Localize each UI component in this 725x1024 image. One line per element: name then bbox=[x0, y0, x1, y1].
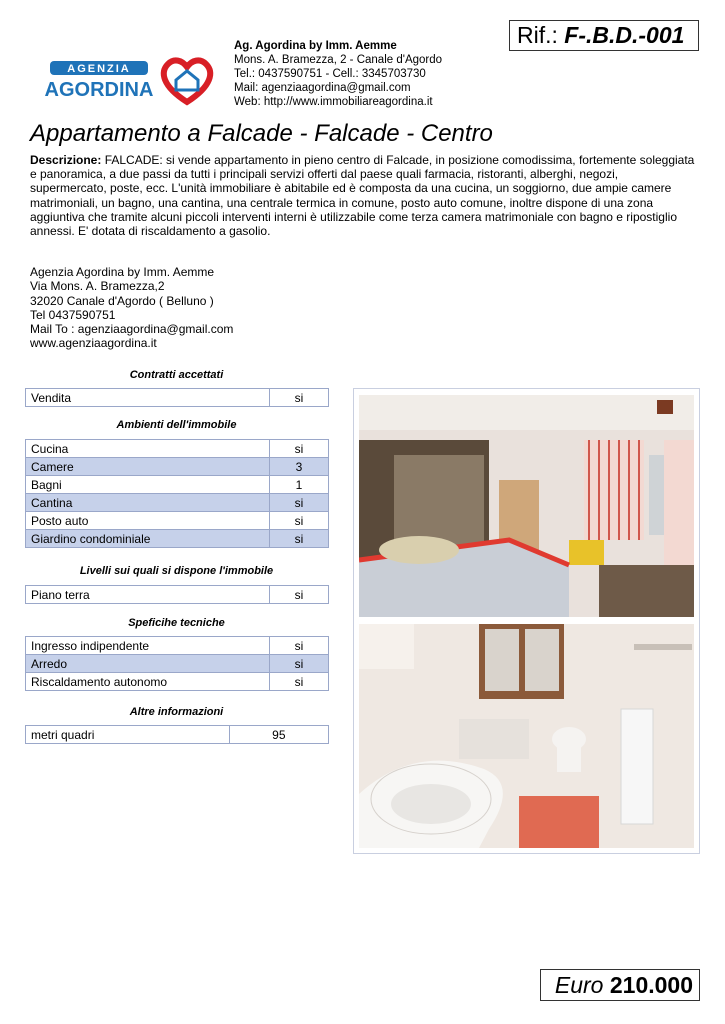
photo-room bbox=[359, 395, 694, 617]
row-value: 95 bbox=[229, 726, 328, 744]
table-row bbox=[26, 637, 329, 655]
row-value: si bbox=[270, 586, 329, 604]
row-key: Riscaldamento autonomo bbox=[26, 673, 270, 691]
description-label: Descrizione: bbox=[30, 153, 102, 167]
table-row bbox=[26, 494, 329, 512]
reference-box bbox=[509, 20, 699, 51]
reference-code: F-.B.D.-001 bbox=[564, 22, 685, 48]
row-value: si bbox=[270, 440, 329, 458]
table-row bbox=[26, 440, 329, 458]
row-key: Bagni bbox=[26, 476, 270, 494]
table-row bbox=[26, 586, 329, 604]
description-text: FALCADE: si vende appartamento in pieno centro di Falcade, in posizione comodissima, fortemente soleggiata e panoramica, a due passi da tutti i principali servizi offerti dal paese quali farmacia, ristoranti, alberghi, negozi, supermercato, poste, ecc. L'unità immobiliare è abitabile ed è composta da una cucina, un soggiorno, due ampie camere matrimoniali, un bagno, una cantina, una centrale termica in comune, posto auto comune, inoltre dispone di una zona aggiuntiva che tramite alcuni piccoli interventi interni è utilizzabile come terza camera matrimoniale con bagno e ripostiglio annessi. E' dotata di riscaldamento a gasolio. bbox=[30, 153, 695, 239]
table-contratti bbox=[25, 388, 329, 407]
agency-mail[interactable]: Mail: agenziaagordina@gmail.com bbox=[234, 82, 411, 94]
contact-line: Agenzia Agordina by Imm. Aemme bbox=[30, 265, 215, 279]
contact-line: Via Mons. A. Bramezza,2 bbox=[30, 279, 165, 294]
section-title-contratti: Contratti accettati bbox=[129, 369, 224, 381]
row-value: si bbox=[270, 389, 329, 407]
logo-text-bottom: AGORDINA bbox=[44, 79, 154, 101]
table-row bbox=[26, 476, 329, 494]
section-title-altre: Altre informazioni bbox=[129, 706, 224, 718]
contact-line: 32020 Canale d'Agordo ( Belluno ) bbox=[30, 293, 214, 308]
contact-block bbox=[30, 265, 233, 351]
agency-info bbox=[234, 39, 442, 109]
description bbox=[30, 153, 695, 238]
row-value: si bbox=[270, 673, 329, 691]
agency-web[interactable]: Web: http://www.immobiliareagordina.it bbox=[234, 96, 433, 108]
table-ambienti bbox=[25, 439, 329, 548]
reference-label: Rif.: bbox=[517, 22, 558, 48]
price-label: Euro bbox=[554, 972, 604, 998]
table-row bbox=[26, 530, 329, 548]
page-title: Appartamento a Falcade - Falcade - Centro bbox=[30, 120, 493, 147]
table-row bbox=[26, 726, 329, 744]
row-key: Piano terra bbox=[26, 586, 270, 604]
price-amount: 210.000 bbox=[609, 972, 693, 998]
row-key: Ingresso indipendente bbox=[26, 637, 270, 655]
table-specifiche bbox=[25, 636, 329, 691]
agency-name: Ag. Agordina by Imm. Aemme bbox=[234, 40, 397, 52]
contact-line: Tel 0437590751 bbox=[30, 307, 116, 322]
contact-website[interactable]: www.agenziaagordina.it bbox=[30, 336, 157, 351]
contact-email[interactable]: Mail To : agenziaagordina@gmail.com bbox=[30, 322, 234, 337]
row-value: si bbox=[270, 494, 329, 512]
price-box bbox=[540, 969, 700, 1001]
row-value: 1 bbox=[270, 476, 329, 494]
table-altre bbox=[25, 725, 329, 744]
row-value: si bbox=[270, 655, 329, 673]
row-key: Arredo bbox=[26, 655, 270, 673]
row-key: Posto auto bbox=[26, 512, 270, 530]
logo-text-top: AGENZIA bbox=[67, 63, 131, 75]
row-value: si bbox=[270, 637, 329, 655]
row-key: Camere bbox=[26, 458, 270, 476]
section-title-ambienti: Ambienti dell'immobile bbox=[116, 419, 237, 431]
agency-address: Mons. A. Bramezza, 2 - Canale d'Agordo bbox=[234, 54, 443, 66]
table-row bbox=[26, 389, 329, 407]
row-value: si bbox=[270, 512, 329, 530]
table-row bbox=[26, 655, 329, 673]
row-key: Cucina bbox=[26, 440, 270, 458]
section-title-livelli: Livelli sui quali si dispone l'immobile bbox=[79, 565, 274, 577]
row-key: metri quadri bbox=[26, 726, 230, 744]
table-row bbox=[26, 458, 329, 476]
row-key: Cantina bbox=[26, 494, 270, 512]
row-key: Vendita bbox=[26, 389, 270, 407]
row-key: Giardino condominiale bbox=[26, 530, 270, 548]
section-title-specifiche: Speficihe tecniche bbox=[128, 617, 225, 629]
agency-phones: Tel.: 0437590751 - Cell.: 3345703730 bbox=[234, 68, 426, 80]
table-row bbox=[26, 673, 329, 691]
agency-logo bbox=[22, 52, 218, 106]
row-value: 3 bbox=[270, 458, 329, 476]
table-row bbox=[26, 512, 329, 530]
photo-bathroom bbox=[359, 624, 694, 848]
heart-house-icon bbox=[164, 60, 210, 102]
row-value: si bbox=[270, 530, 329, 548]
table-livelli bbox=[25, 585, 329, 604]
